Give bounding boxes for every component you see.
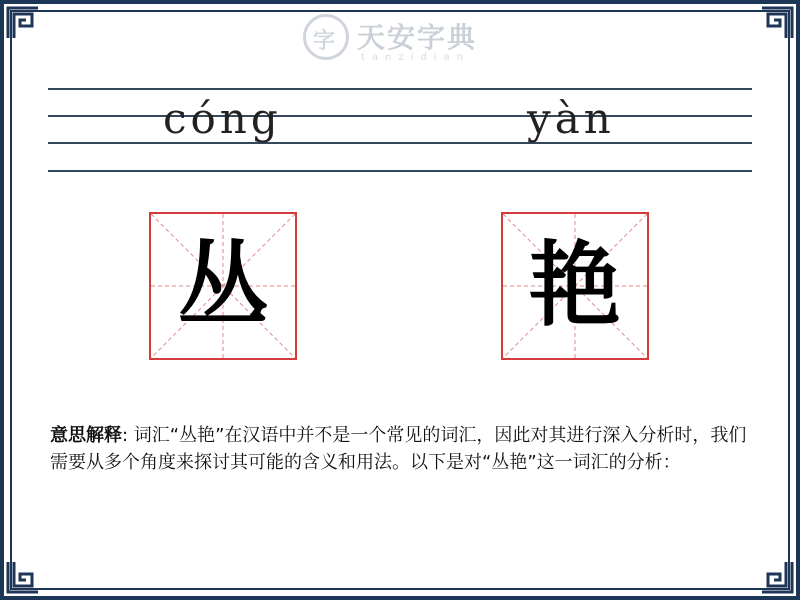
site-logo xyxy=(303,14,503,68)
character-grid-box xyxy=(501,212,649,360)
pinyin-ruled-lines xyxy=(48,88,752,172)
character-grid-box xyxy=(149,212,297,360)
explanation-label: 意思解释 xyxy=(50,425,122,446)
hanzi-character: 艳 xyxy=(528,232,621,339)
explanation-paragraph xyxy=(50,422,755,476)
pinyin-syllable: yàn xyxy=(527,94,615,143)
hanzi-character: 丛 xyxy=(176,232,269,339)
explanation-text: : 词汇“丛艳”在汉语中并不是一个常见的词汇，因此对其进行深入分析时，我们需要从多个角度来探讨其可能的含义和用法。以下是对“丛艳”这一词汇的分析： xyxy=(50,425,747,473)
logo-name: 天安字典 xyxy=(357,21,478,54)
corner-ornament-icon xyxy=(760,560,794,594)
corner-ornament-icon xyxy=(6,6,40,40)
logo-subtitle: tanzidian xyxy=(361,52,471,63)
logo-seal-icon: 字 xyxy=(303,14,349,60)
pinyin-syllable: cóng xyxy=(163,94,282,143)
corner-ornament-icon xyxy=(6,560,40,594)
corner-ornament-icon xyxy=(760,6,794,40)
